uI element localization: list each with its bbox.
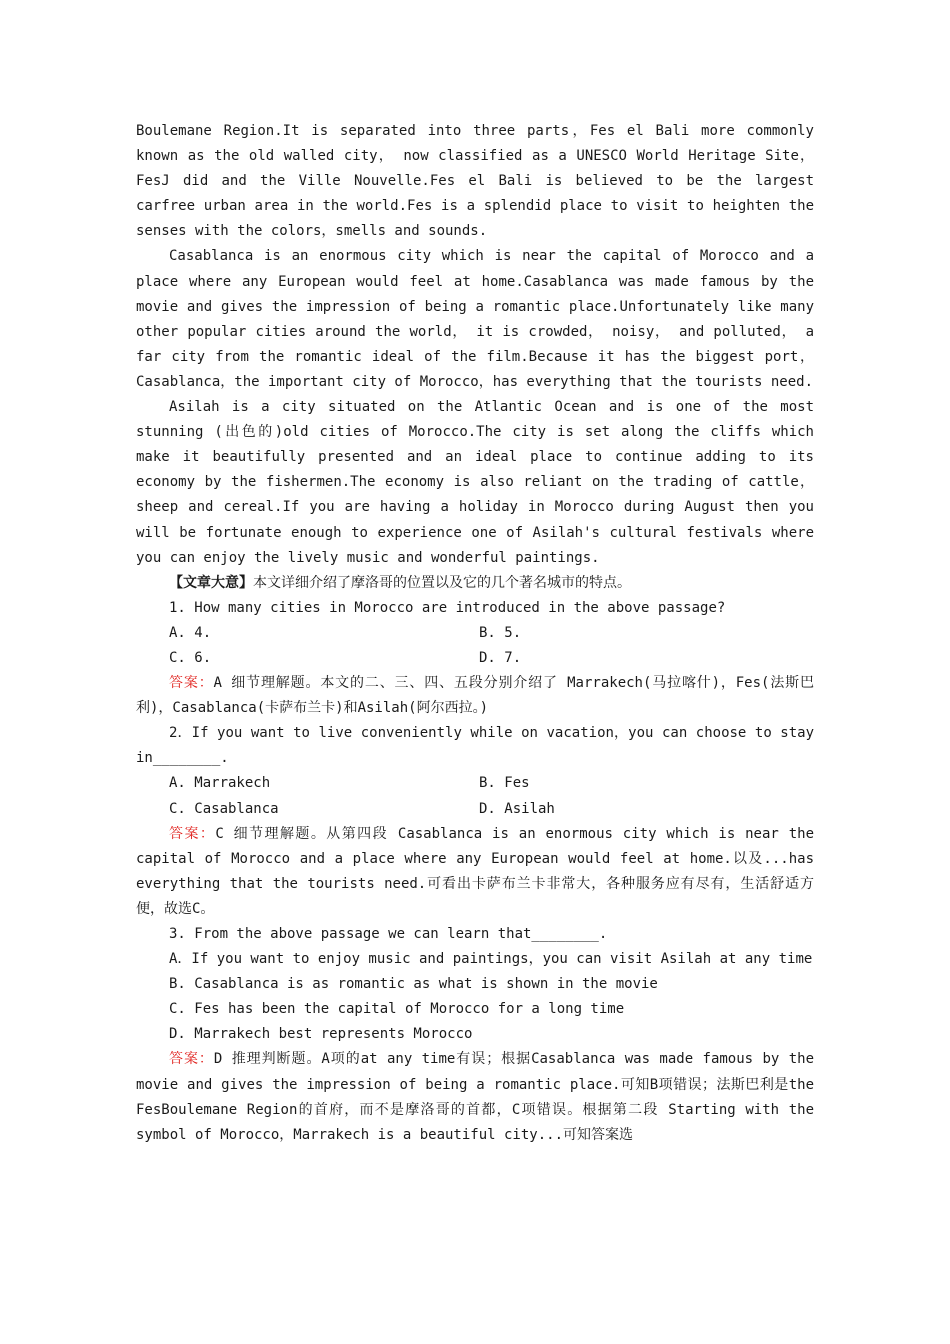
summary-label: 【文章大意】 <box>169 574 253 591</box>
question-2-option-a: A. Marrakech <box>169 775 271 792</box>
question-2-option-b: B. Fes <box>479 775 530 792</box>
question-1-option-d: D. 7. <box>479 649 522 666</box>
question-3-option-a: A．If you want to enjoy music and paintings，you can visit Asilah at any time <box>169 951 813 968</box>
answer-explanation: A 细节理解题。本文的二、三、四、五段分别介绍了 Marrakech(马拉喀什)，Fes(法斯巴利)，Casablanca(卡萨布兰卡)和Asilah(阿尔西拉。) <box>136 675 815 717</box>
answer-label: 答案： <box>169 825 216 842</box>
question-2-options-row-2 <box>136 797 814 822</box>
question-3-stem: 3. From the above passage we can learn that________. <box>169 926 608 942</box>
question-3-option-d: D. Marrakech best represents Morocco <box>169 1026 473 1043</box>
article-summary <box>136 571 814 596</box>
answer-label: 答案： <box>169 675 214 692</box>
question-1-option-c: C. 6. <box>169 649 212 666</box>
question-2-stem: 2．If you want to live conveniently while on vacation，you can choose to stay in________. <box>136 725 814 767</box>
answer-explanation: D 推理判断题。A项的at any time有误；根据Casablanca was made famous by the movie and gives the impression of being a romantic place.可知B项错误；法斯巴利是the FesBoulemane Region的首府，而不是摩洛哥的首都，C项错误。根据第二段 Starting with the symbol of Morocco，Marrakech is a beautiful city...可知答案选 <box>136 1051 815 1143</box>
document-page <box>136 119 814 1148</box>
passage-paragraph-asilah: Asilah is a city situated on the Atlantic Ocean and is one of the most stunning (出色的)old cities of Morocco.The city is set along the cliffs which make it beautifully presented and an ideal place to continue adding to its economy by the fishermen.The economy is also reliant on the trading of cattle，sheep and cereal.If you are having a holiday in Morocco during August then you will be fortunate enough to experience one of Asilah's cultural festivals where you can enjoy the lively music and wonderful paintings. <box>136 399 814 566</box>
question-2-option-d: D. Asilah <box>479 800 555 817</box>
question-1-options-row-2 <box>136 646 814 671</box>
answer-explanation: C 细节理解题。从第四段 Casablanca is an enormous city which is near the capital of Morocco and a place where any European would feel at home.以及...has everything that the tourists need.可看出卡萨布兰卡非常大，各种服务应有尽有，生活舒适方便，故选C。 <box>136 825 814 917</box>
passage-paragraph-casablanca: Casablanca is an enormous city which is near the capital of Morocco and a place where any European would feel at home.Casablanca was made famous by the movie and gives the impression of being a romantic place.Unfortunately like many other popular cities around the world， it is crowded， noisy， and polluted， a far city from the romantic ideal of the film.Because it has the biggest port，Casablanca，the important city of Morocco，has everything that the tourists need. <box>136 248 814 390</box>
passage-paragraph-fes: Boulemane Region.It is separated into three parts，Fes el Bali more commonly known as the old walled city， now classified as a UNESCO World Heritage Site，FesJ did and the Ville Nouvelle.Fes el Bali is believed to be the largest carfree urban area in the world.Fes is a splendid place to visit to heighten the senses with the colors，smells and sounds. <box>136 123 814 240</box>
question-1-stem: 1. How many cities in Morocco are introduced in the above passage? <box>169 599 726 616</box>
question-1-answer <box>136 671 814 721</box>
question-2-option-c: C. Casablanca <box>169 800 279 817</box>
question-1-option-b: B. 5. <box>479 624 522 641</box>
question-3-option-b: B. Casablanca is as romantic as what is shown in the movie <box>169 976 658 993</box>
question-3-option-c: C. Fes has been the capital of Morocco for a long time <box>169 1001 625 1018</box>
question-3-answer <box>136 1047 814 1147</box>
question-1-option-a: A. 4. <box>169 624 212 641</box>
question-1-options-row-1 <box>136 621 814 646</box>
question-2-options-row-1 <box>136 771 814 796</box>
question-2-answer <box>136 822 814 922</box>
summary-text: 本文详细介绍了摩洛哥的位置以及它的几个著名城市的特点。 <box>253 574 631 591</box>
answer-label: 答案： <box>169 1051 214 1068</box>
